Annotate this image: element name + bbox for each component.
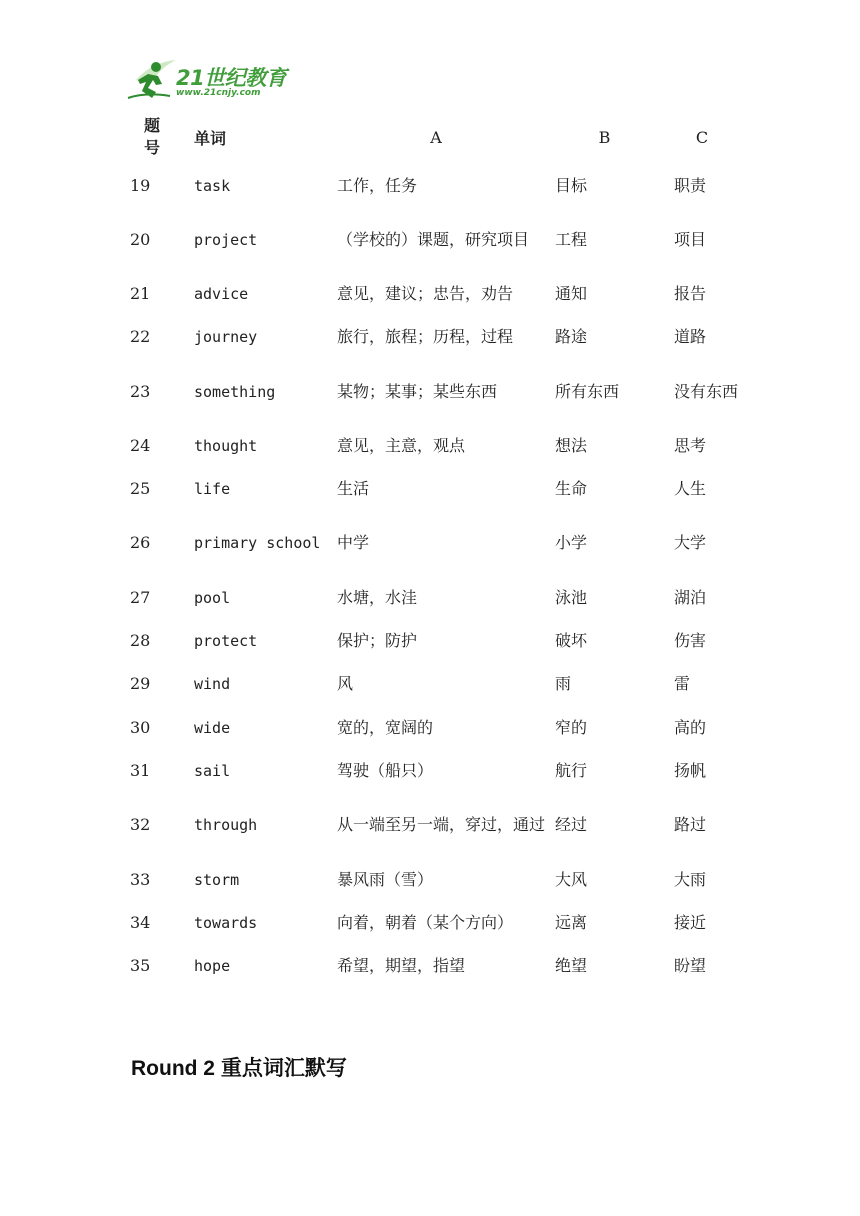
row-number: 30 (130, 717, 151, 737)
header-number-label: 题 号 (143, 116, 160, 157)
option-c: 思考 (674, 435, 707, 455)
option-b: 大风 (555, 869, 588, 889)
option-c: 项目 (674, 229, 707, 249)
row-number: 31 (130, 761, 151, 781)
row-word: towards (194, 913, 258, 932)
row-number: 33 (130, 869, 151, 889)
header-option-b: B (598, 127, 611, 147)
row-number: 21 (130, 284, 151, 304)
row-number: 22 (130, 327, 151, 347)
row-number: 25 (130, 479, 151, 499)
table-row (120, 576, 740, 619)
row-word: wide (194, 718, 231, 737)
table-row (120, 207, 740, 272)
table-row (120, 316, 740, 359)
option-c: 伤害 (674, 631, 707, 651)
option-a: 意见，建议；忠告，劝告 (337, 284, 514, 304)
row-number: 24 (130, 435, 151, 455)
table-row (120, 468, 740, 511)
option-b: 目标 (555, 175, 588, 195)
option-a: （学校的）课题，研究项目 (337, 229, 530, 249)
option-c: 人生 (674, 479, 707, 499)
runner-logo-icon (126, 58, 178, 102)
row-number: 26 (130, 533, 151, 553)
option-a: 意见，主意，观点 (337, 435, 466, 455)
header-option-c: C (695, 127, 709, 147)
option-c: 接近 (674, 912, 707, 932)
option-c: 路过 (674, 815, 707, 835)
option-a: 希望，期望，指望 (337, 956, 466, 976)
row-word: primary school (194, 534, 321, 553)
option-a: 水塘，水洼 (337, 587, 418, 607)
row-number: 23 (130, 381, 151, 401)
option-b: 破坏 (555, 631, 588, 651)
option-b: 绝望 (555, 956, 588, 976)
option-c: 湖泊 (674, 587, 707, 607)
option-a: 生活 (337, 479, 370, 499)
option-b: 泳池 (555, 587, 588, 607)
option-c: 道路 (674, 327, 707, 347)
option-b: 想法 (555, 435, 588, 455)
option-c: 高的 (674, 717, 707, 737)
option-b: 远离 (555, 912, 588, 932)
row-number: 34 (130, 912, 151, 932)
option-a: 中学 (337, 533, 370, 553)
option-a: 驾驶（船只） (337, 761, 434, 781)
section-title: Round 2 重点词汇默写 (131, 1057, 347, 1080)
option-c: 没有东西 (674, 381, 739, 401)
header-word: 单词 (194, 128, 227, 148)
row-word: hope (194, 957, 231, 976)
row-word: wind (194, 675, 231, 694)
option-c: 雷 (674, 674, 691, 694)
row-word: storm (194, 870, 240, 889)
header-option-a: A (430, 127, 442, 147)
row-word: protect (194, 632, 258, 651)
option-c: 大学 (674, 533, 707, 553)
table-row (120, 359, 740, 424)
row-word: task (194, 176, 231, 195)
row-word: something (194, 382, 276, 401)
row-word: through (194, 816, 258, 835)
option-b: 生命 (555, 479, 588, 499)
option-a: 保护；防护 (337, 631, 418, 651)
table-row (120, 511, 740, 576)
row-word: advice (194, 285, 249, 304)
option-b: 小学 (555, 533, 588, 553)
row-word: journey (194, 328, 258, 347)
option-b: 窄的 (555, 717, 588, 737)
option-a: 向着，朝着（某个方向） (337, 912, 514, 932)
row-number: 29 (130, 674, 151, 694)
table-row (120, 164, 740, 207)
logo-url: www.21cnjy.com (176, 88, 261, 98)
option-a: 旅行，旅程；历程，过程 (337, 327, 514, 347)
header-number (120, 110, 184, 164)
row-number: 19 (130, 175, 151, 195)
option-b: 经过 (555, 815, 588, 835)
option-b: 工程 (555, 229, 588, 249)
vocabulary-table (120, 110, 740, 988)
option-b: 所有东西 (555, 381, 620, 401)
option-b: 通知 (555, 284, 588, 304)
table-row (120, 272, 740, 315)
option-a: 工作，任务 (337, 175, 418, 195)
table-row (120, 858, 740, 901)
row-number: 20 (130, 229, 151, 249)
option-c: 职责 (674, 175, 707, 195)
option-c: 大雨 (674, 869, 707, 889)
option-b: 路途 (555, 327, 588, 347)
table-row (120, 901, 740, 944)
option-a: 某物；某事；某些东西 (337, 381, 498, 401)
option-a: 宽的，宽阔的 (337, 717, 434, 737)
row-word: life (194, 480, 231, 499)
option-a: 暴风雨（雪） (337, 869, 434, 889)
row-number: 35 (130, 956, 151, 976)
table-row (120, 424, 740, 467)
option-b: 雨 (555, 674, 572, 694)
table-row (120, 619, 740, 662)
site-logo (126, 58, 296, 102)
table-row (120, 945, 740, 988)
row-word: sail (194, 762, 231, 781)
row-word: project (194, 230, 258, 249)
row-word: thought (194, 436, 258, 455)
row-number: 27 (130, 587, 151, 607)
logo-text: 21世纪教育 (176, 66, 287, 90)
option-c: 盼望 (674, 956, 707, 976)
table-row (120, 793, 740, 858)
option-c: 报告 (674, 284, 707, 304)
option-b: 航行 (555, 761, 588, 781)
row-number: 32 (130, 815, 151, 835)
option-c: 扬帆 (674, 761, 707, 781)
option-a: 从一端至另一端，穿过，通过 (337, 815, 546, 835)
table-row (120, 706, 740, 749)
table-header-row (120, 110, 740, 164)
row-word: pool (194, 588, 231, 607)
table-row (120, 663, 740, 706)
table-row (120, 750, 740, 793)
option-a: 风 (337, 674, 354, 694)
row-number: 28 (130, 631, 151, 651)
